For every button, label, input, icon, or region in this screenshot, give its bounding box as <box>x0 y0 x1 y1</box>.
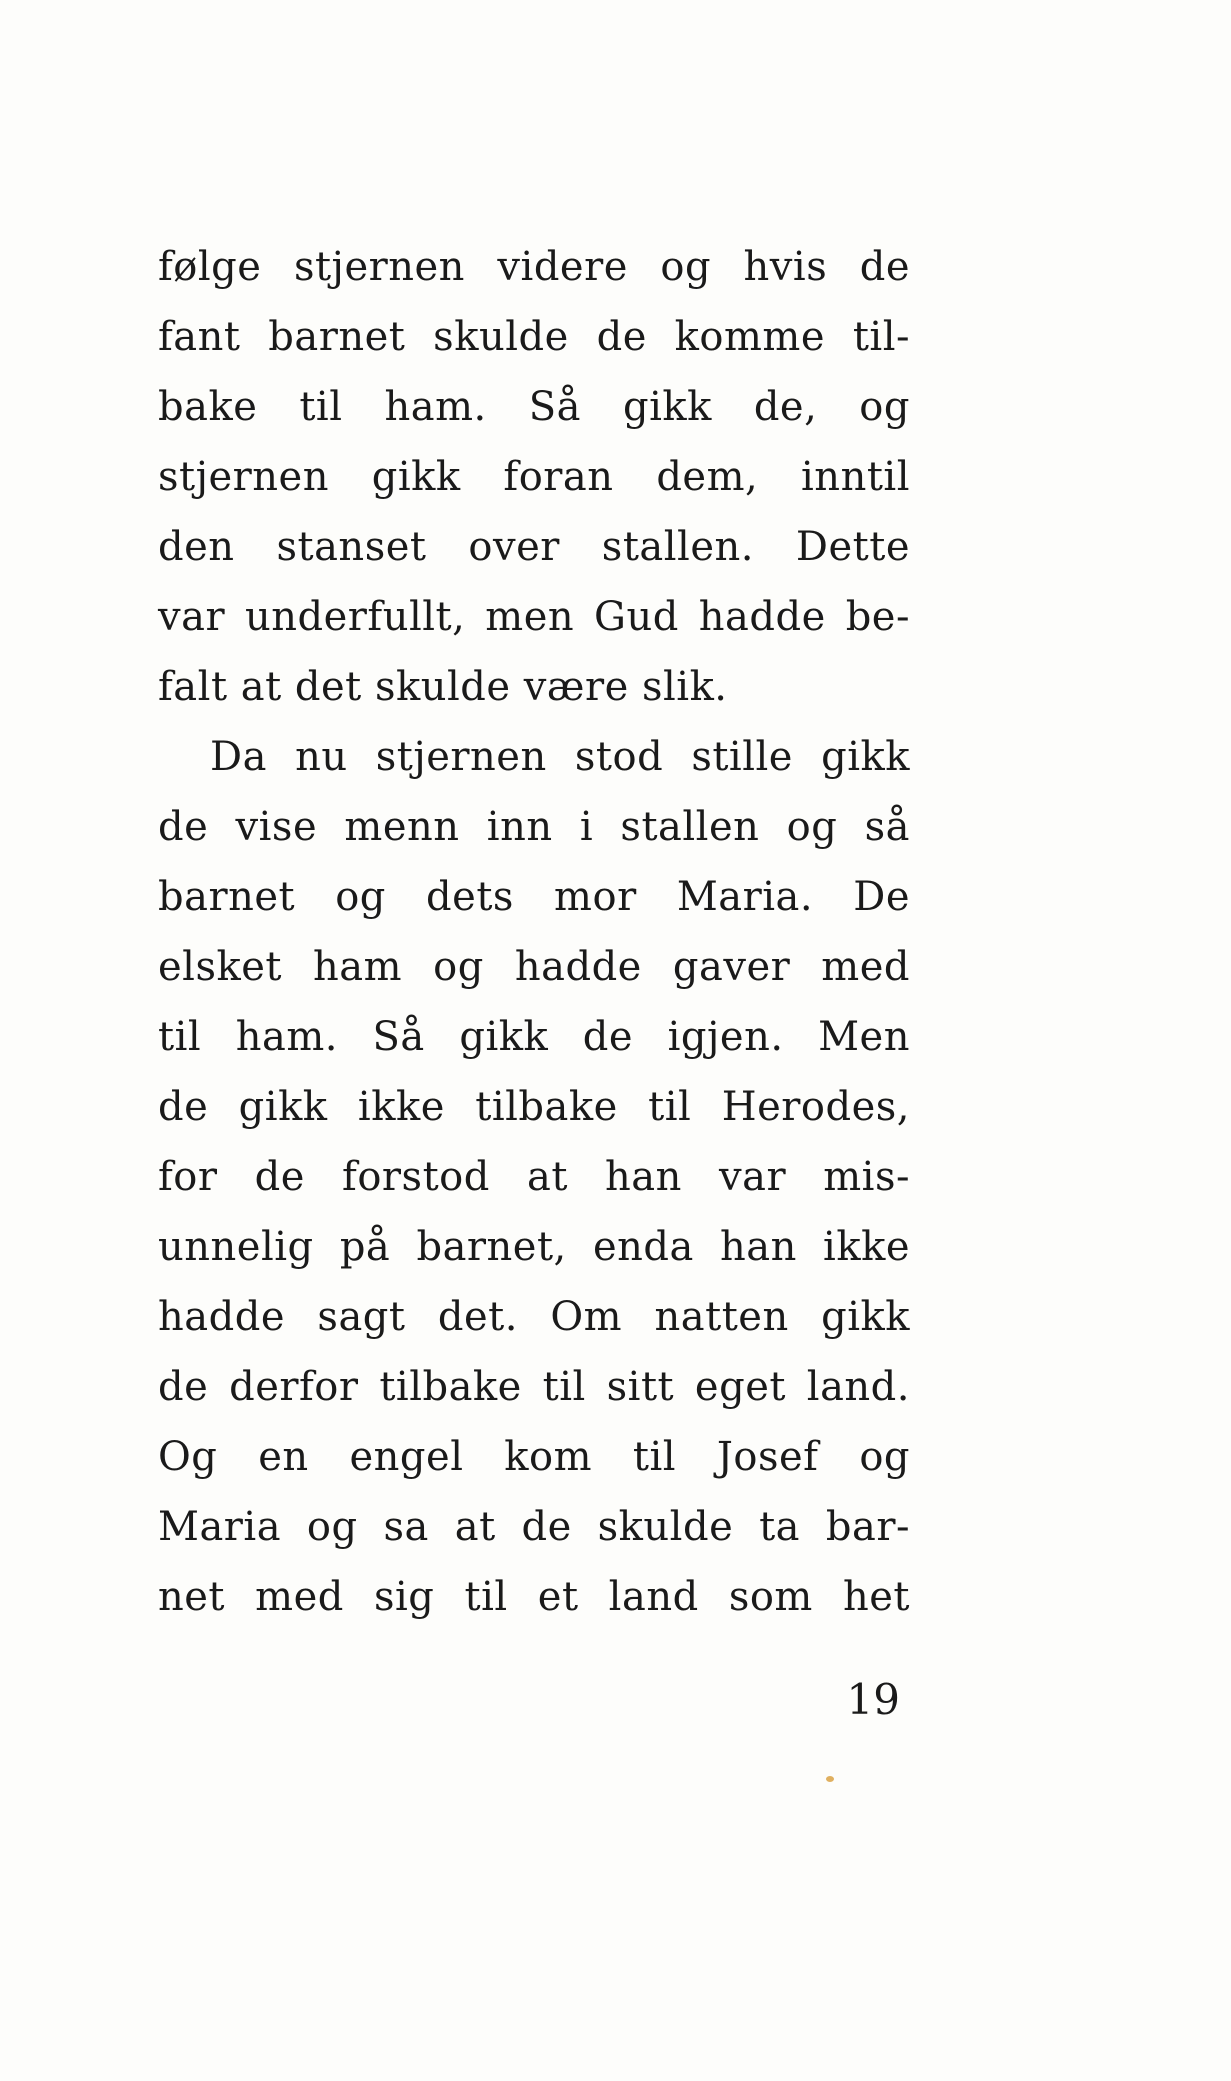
text-line: følge stjernen videre og hvis de <box>158 244 910 290</box>
text-line: de gikk ikke tilbake til Herodes, <box>158 1084 910 1130</box>
text-line: var underfullt, men Gud hadde be- <box>158 594 910 640</box>
text-line: barnet og dets mor Maria. De <box>158 874 910 920</box>
print-speck <box>826 1776 834 1782</box>
text-line: for de forstod at han var mis- <box>158 1154 910 1200</box>
text-line: de vise menn inn i stallen og så <box>158 804 910 850</box>
text-line: stjernen gikk foran dem, inntil <box>158 454 910 500</box>
paragraph-1 <box>158 232 910 722</box>
text-line: Maria og sa at de skulde ta bar- <box>158 1504 910 1550</box>
text-line: de derfor tilbake til sitt eget land. <box>158 1364 910 1410</box>
text-line: elsket ham og hadde gaver med <box>158 944 910 990</box>
text-line: den stanset over stallen. Dette <box>158 524 910 570</box>
paragraph-2 <box>158 722 910 1632</box>
text-line: Da nu stjernen stod stille gikk <box>210 734 910 780</box>
page-number: 19 <box>846 1675 900 1724</box>
text-line: hadde sagt det. Om natten gikk <box>158 1294 910 1340</box>
text-line: unnelig på barnet, enda han ikke <box>158 1224 910 1270</box>
text-line: bake til ham. Så gikk de, og <box>158 384 910 430</box>
text-line: fant barnet skulde de komme til- <box>158 314 910 360</box>
text-line: falt at det skulde være slik. <box>158 664 728 710</box>
text-line: net med sig til et land som het <box>158 1574 910 1620</box>
text-line: Og en engel kom til Josef og <box>158 1434 910 1480</box>
text-line: til ham. Så gikk de igjen. Men <box>158 1014 910 1060</box>
body-text <box>158 232 910 1632</box>
